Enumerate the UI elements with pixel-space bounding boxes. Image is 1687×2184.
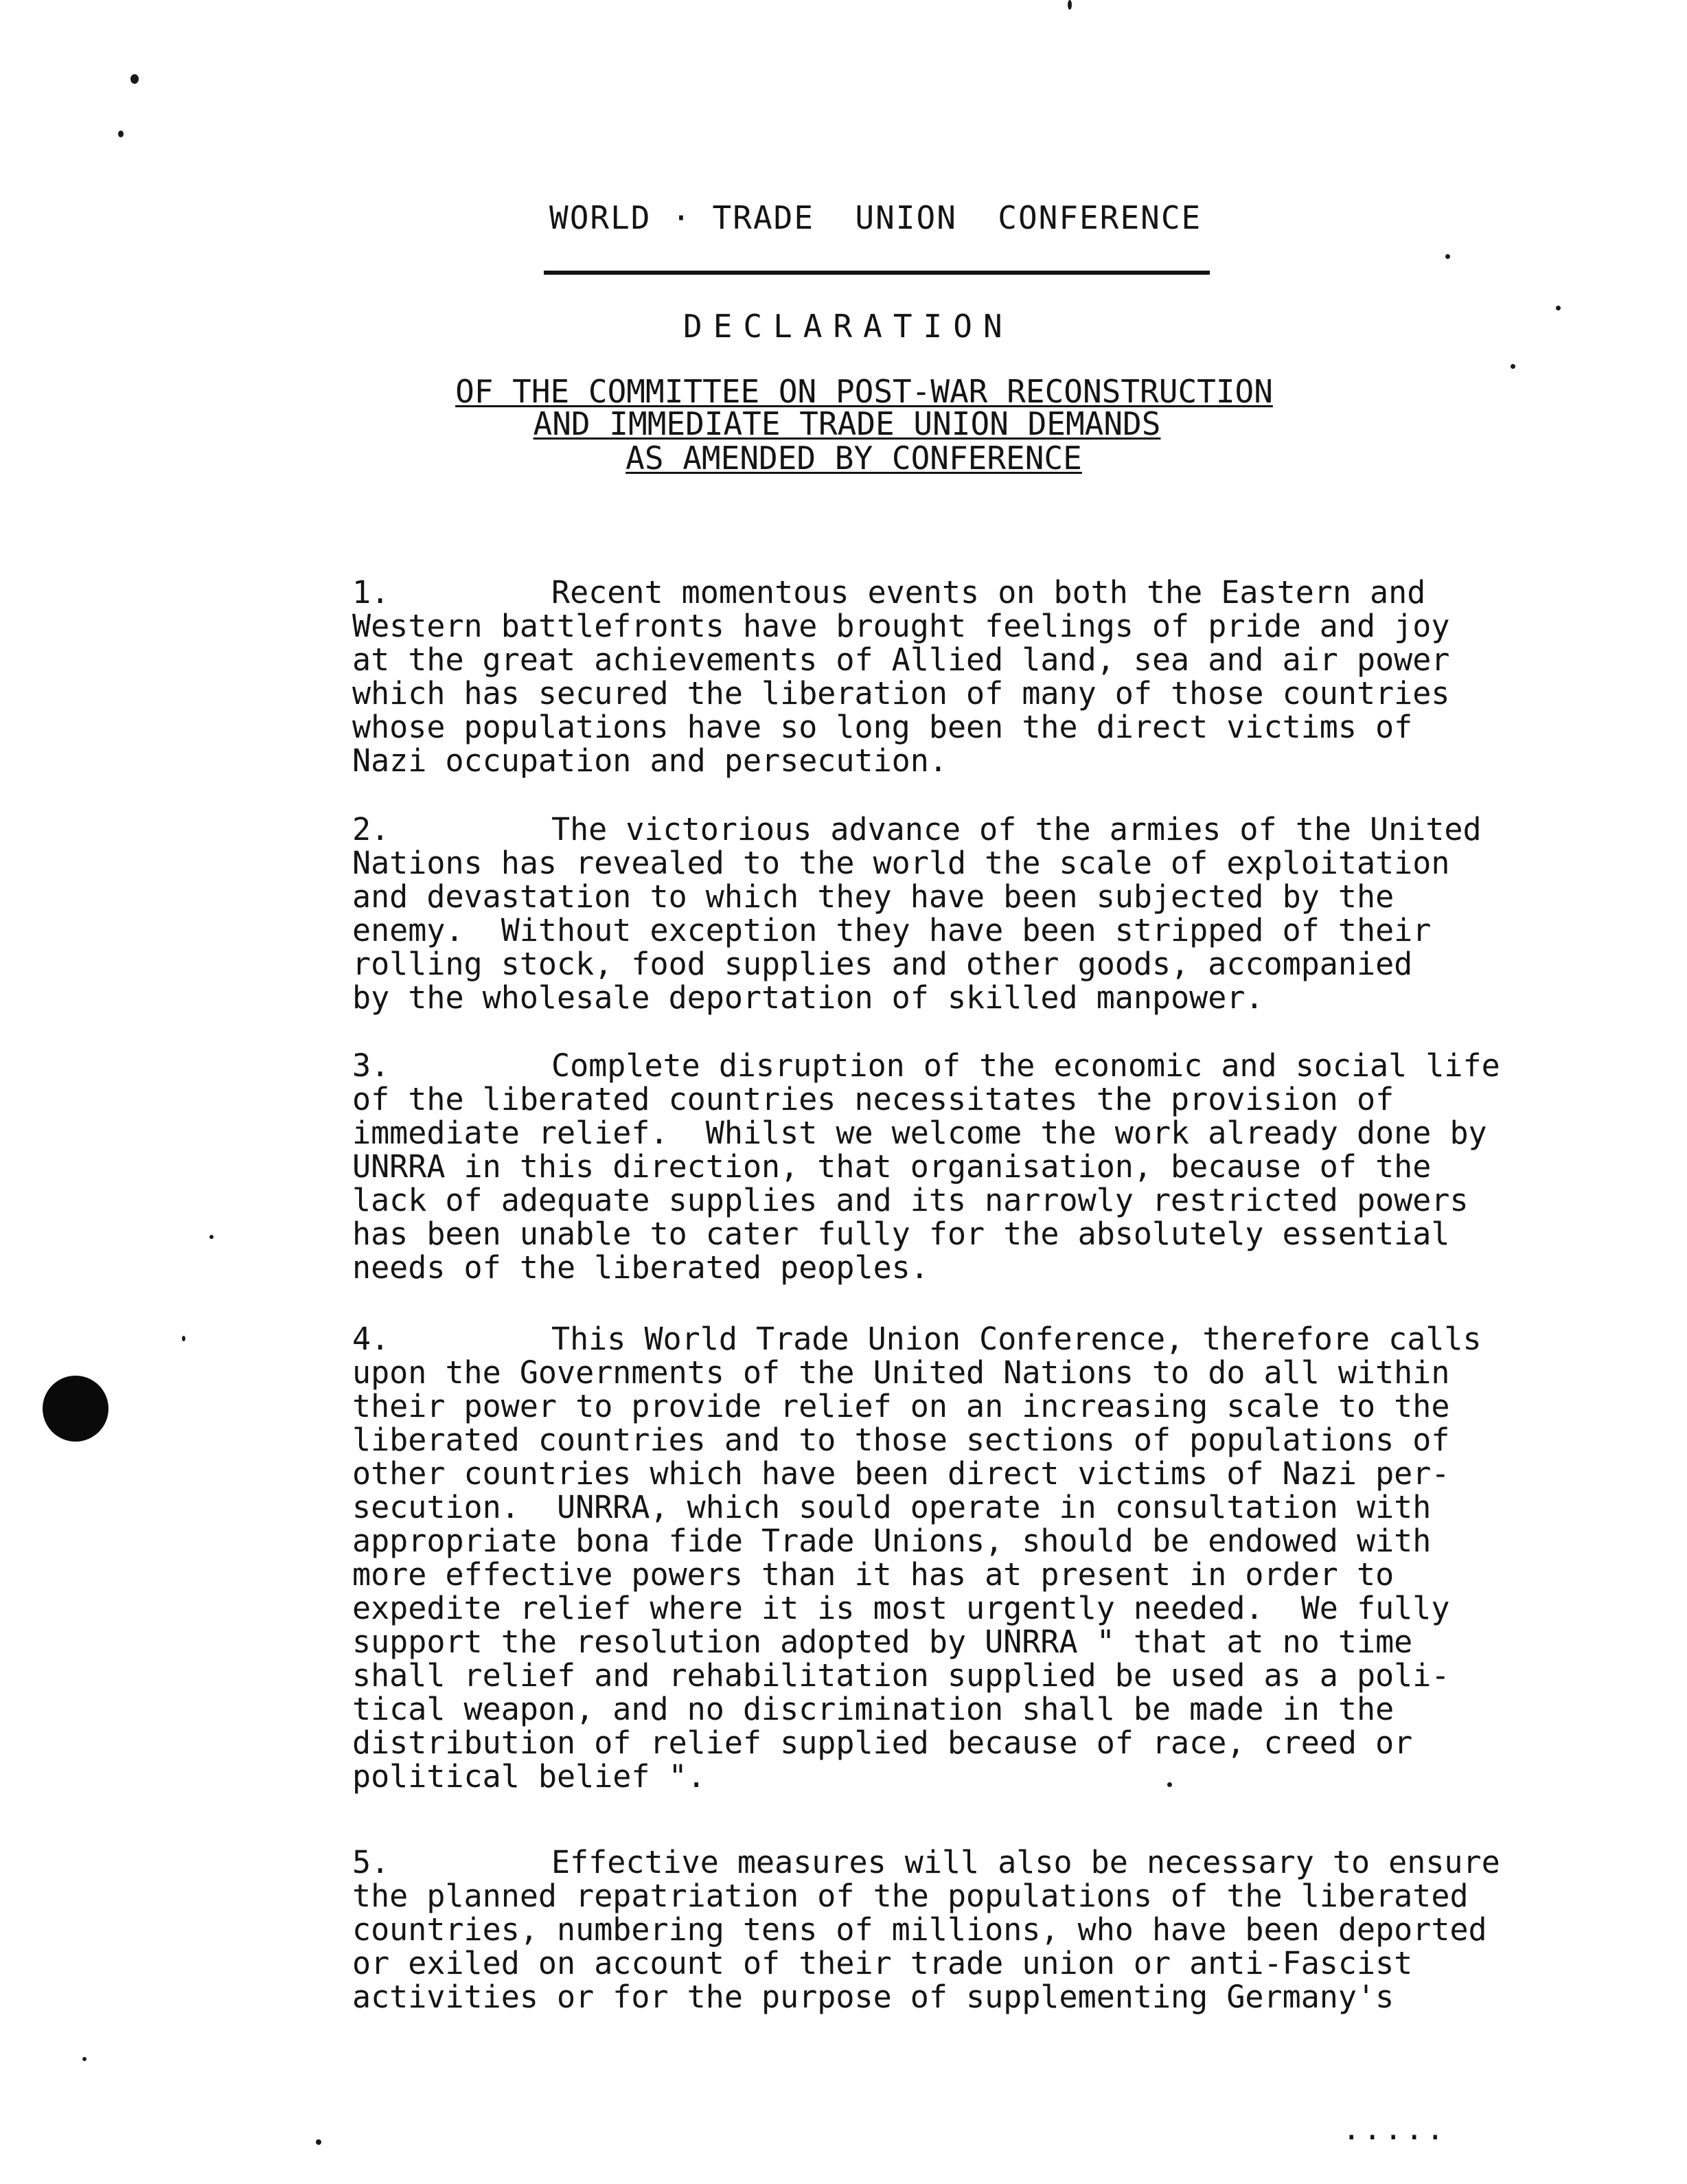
scan-speck — [82, 2057, 87, 2061]
paragraph-line: has been unable to cater fully for the absolutely essential — [352, 1216, 1450, 1252]
paragraph-line: their power to provide relief on an increasing scale to the — [352, 1388, 1450, 1424]
paragraph-line: Nations has revealed to the world the scale of exploitation — [352, 845, 1450, 881]
paragraph-line: rolling stock, food supplies and other goods, accompanied — [352, 946, 1413, 982]
paragraph-line: Recent momentous events on both the Eastern and — [551, 574, 1426, 611]
paragraph-line: tical weapon, and no discrimination shall be made in the — [352, 1691, 1395, 1727]
paragraph-line: political belief ". — [352, 1758, 706, 1795]
paragraph-line: activities or for the purpose of supplementing Germany's — [352, 1979, 1395, 2015]
paragraph-line: secution. UNRRA, which sould operate in consultation with — [352, 1489, 1432, 1525]
paragraph-first-line — [352, 812, 1482, 846]
paragraph-line: enemy. Without exception they have been stripped of their — [352, 912, 1432, 948]
paragraph-line: or exiled on account of their trade union or anti-Fascist — [352, 1945, 1413, 1981]
paragraph-first-line — [352, 1049, 1500, 1082]
continuation-marker: ..... — [1342, 2112, 1447, 2147]
paragraph-number: 4. — [352, 1321, 390, 1357]
paragraph-line: UNRRA in this direction, that organisation, because of the — [352, 1148, 1432, 1185]
paragraph-line: Effective measures will also be necessary to ensure — [551, 1844, 1500, 1880]
paragraph-line: expedite relief where it is most urgently needed. We fully — [352, 1590, 1450, 1626]
subtitle-line-3: AS AMENDED BY CONFERENCE — [626, 440, 1082, 477]
paragraph-4 — [352, 1322, 1482, 1793]
paragraph-first-line — [352, 1845, 1500, 1879]
paragraph-line: support the resolution adopted by UNRRA " that at no time — [352, 1624, 1413, 1660]
paragraph-line: upon the Governments of the United Nations to do all within — [352, 1354, 1450, 1391]
paragraph-line: immediate relief. Whilst we welcome the work already done by — [352, 1115, 1487, 1151]
paragraph-line: whose populations have so long been the direct victims of — [352, 709, 1413, 745]
paragraph-number: 5. — [352, 1844, 390, 1880]
paragraph-line: Western battlefronts have brought feelings of pride and joy — [352, 608, 1450, 644]
scan-speck — [118, 130, 124, 137]
paragraph-2 — [352, 812, 1482, 1014]
paragraph-first-line — [352, 576, 1449, 609]
paragraph-line: distribution of relief supplied because of race, creed or — [352, 1725, 1413, 1761]
paragraph-line: Complete disruption of the economic and social life — [551, 1047, 1500, 1084]
paragraph-line: other countries which have been direct victims of Nazi per- — [352, 1455, 1450, 1492]
paragraph-line: more effective powers than it has at present in order to — [352, 1556, 1395, 1593]
paragraph-number: 2. — [352, 811, 390, 848]
paragraph-line: liberated countries and to those sections of populations of — [352, 1422, 1450, 1458]
paragraph-line: and devastation to which they have been subjected by the — [352, 878, 1395, 915]
subtitle-line-1: OF THE COMMITTEE ON POST-WAR RECONSTRUCTION — [455, 373, 1273, 410]
paragraph-line: appropriate bona fide Trade Unions, should be endowed with — [352, 1523, 1432, 1559]
scan-speck — [209, 1235, 214, 1239]
conference-title: WORLD · TRADE UNION CONFERENCE — [549, 199, 1202, 236]
paragraph-number: 1. — [352, 574, 390, 611]
scan-speck — [1167, 1782, 1172, 1787]
paragraph-line: countries, numbering tens of millions, who have been deported — [352, 1911, 1487, 1948]
subtitle-line-2: AND IMMEDIATE TRADE UNION DEMANDS — [533, 405, 1161, 442]
paragraph-line: by the wholesale deportation of skilled manpower. — [352, 979, 1264, 1016]
paragraph-line: at the great achievements of Allied land, sea and air power — [352, 641, 1450, 678]
paragraph-line: Nazi occupation and persecution. — [352, 742, 948, 779]
scan-speck — [130, 74, 139, 84]
scan-speck — [182, 1336, 185, 1341]
paragraph-line: which has secured the liberation of many of those countries — [352, 675, 1450, 712]
punch-hole — [43, 1376, 108, 1442]
scan-speck — [316, 2139, 321, 2145]
scan-speck — [1511, 364, 1515, 369]
paragraph-line: the planned repatriation of the populations of the liberated — [352, 1878, 1469, 1914]
paragraph-line: The victorious advance of the armies of the United — [551, 811, 1482, 848]
paragraph-first-line — [352, 1322, 1482, 1356]
scan-speck — [1556, 306, 1561, 310]
paragraph-5 — [352, 1845, 1500, 2014]
scan-speck — [1068, 0, 1072, 10]
declaration-heading: DECLARATION — [683, 308, 1013, 345]
scan-speck — [1445, 254, 1450, 259]
title-rule — [544, 271, 1210, 275]
paragraph-3 — [352, 1049, 1500, 1284]
paragraph-line: lack of adequate supplies and its narrowly restricted powers — [352, 1182, 1469, 1218]
paragraph-line: of the liberated countries necessitates the provision of — [352, 1081, 1395, 1117]
paragraph-line: needs of the liberated peoples. — [352, 1249, 929, 1286]
paragraph-line: shall relief and rehabilitation supplied be used as a poli- — [352, 1657, 1450, 1694]
paragraph-number: 3. — [352, 1047, 390, 1084]
paragraph-line: This World Trade Union Conference, therefore calls — [551, 1321, 1482, 1357]
paragraph-1 — [352, 576, 1449, 777]
